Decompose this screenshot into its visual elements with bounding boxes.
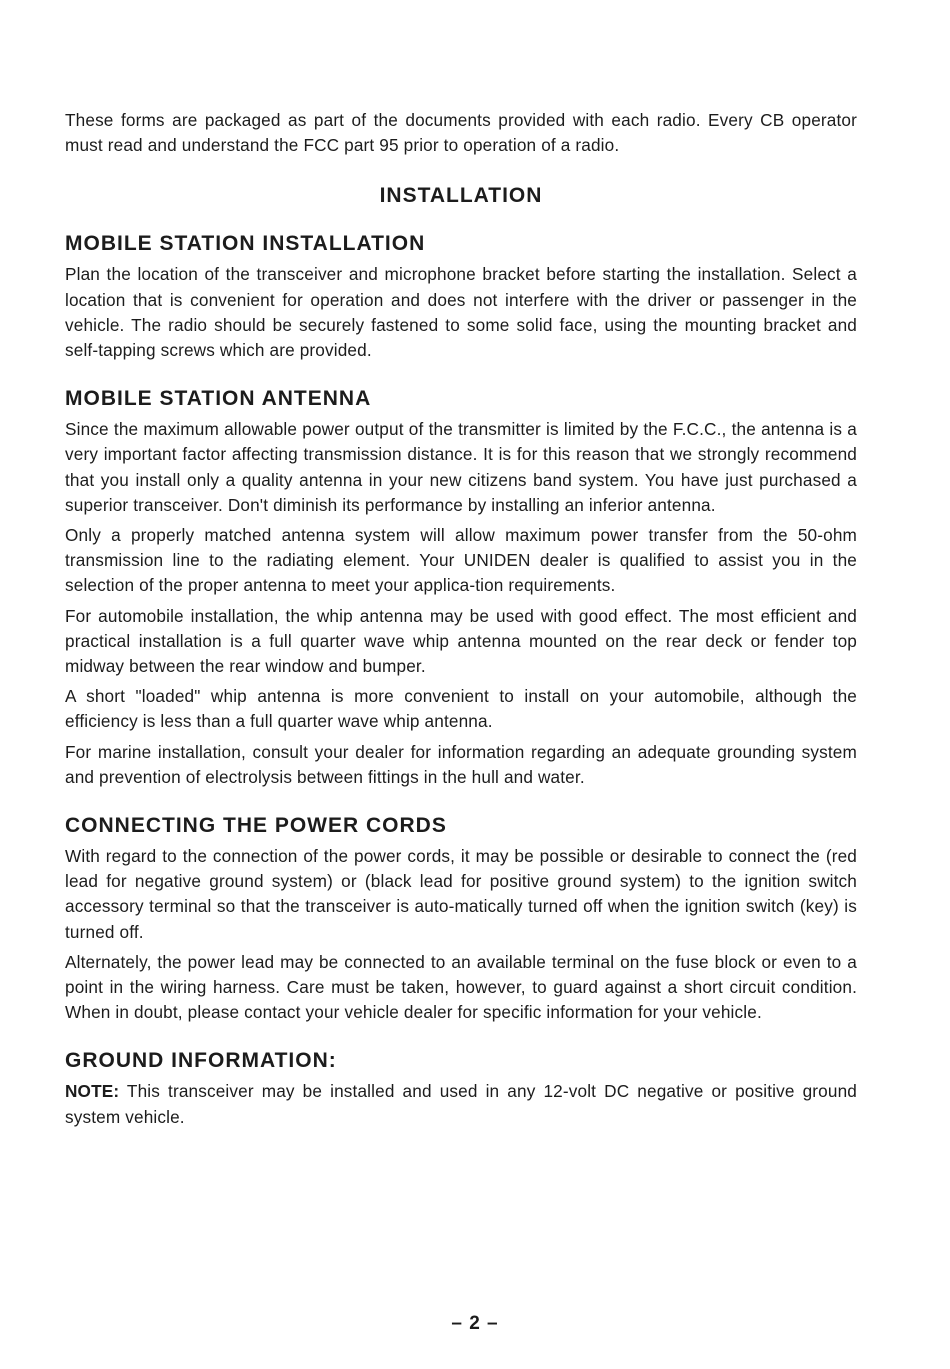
paragraph: For automobile installation, the whip antenna may be used with good effect. The most efficient and practical installation is a full quarter wave whip antenna mounted on the rear deck or fender top midway between the rear window and bumper. — [65, 605, 857, 677]
note-label: NOTE: — [65, 1081, 120, 1102]
paragraph: With regard to the connection of the power cords, it may be possible or desirable to connect the (red lead for negative ground system) or (black lead for positive ground system) to the ignition switch accessory terminal so that the transceiver is auto-matically turned off when the ignition switch (key) is turned off. — [65, 846, 857, 942]
paragraph: Since the maximum allowable power output of the transmitter is limited by the F.C.C., the antenna is a very important factor affecting transmission distance. It is for this reason that we strongly recommend that you install only a quality antenna in your new citizens band system. You have just purchased a superior transceiver. Don't diminish its performance by installing an inferior antenna. — [65, 419, 857, 515]
paragraph: Plan the location of the transceiver and microphone bracket before starting the installation. Select a location that is convenient for operation and does not interfere with the driver or passenger in the vehicle. The radio should be securely fastened to some solid face, using the mounting bracket and self-tapping screws which are provided. — [65, 264, 857, 361]
section-heading: CONNECTING THE POWER CORDS — [65, 814, 447, 838]
section-connecting-power-cords — [65, 812, 857, 1025]
section-mobile-station-antenna — [65, 385, 857, 790]
paragraph: Only a properly matched antenna system will allow maximum power transfer from the 50-ohm transmission line to the radiating element. Your UNIDEN dealer is qualified to assist you in the selection of the proper antenna to meet your applica-tion requirements. — [65, 525, 857, 596]
section-heading: MOBILE STATION INSTALLATION — [65, 232, 426, 256]
section-ground-information — [65, 1047, 857, 1129]
note-text: This transceiver may be installed and used in any 12-volt DC negative or positive ground system vehicle. — [65, 1081, 857, 1127]
paragraph: Alternately, the power lead may be connected to an available terminal on the fuse block or even to a point in the wiring harness. Care must be taken, however, to guard against a short circuit condition. When in doubt, please contact your vehicle dealer for specific information for your vehicle. — [65, 951, 857, 1023]
section-heading: GROUND INFORMATION: — [65, 1049, 337, 1073]
paragraph: A short "loaded" whip antenna is more convenient to install on your automobile, although the efficiency is less than a full quarter wave whip antenna. — [65, 686, 857, 732]
page-number: – 2 – — [451, 1313, 499, 1334]
section-mobile-station-installation — [65, 230, 857, 363]
section-heading: MOBILE STATION ANTENNA — [65, 387, 372, 411]
document-page — [65, 108, 857, 1152]
paragraph: For marine installation, consult your dealer for information regarding an adequate grounding system and prevention of electrolysis between fittings in the hull and water. — [65, 741, 857, 787]
page-title: INSTALLATION — [379, 184, 543, 208]
intro-paragraph: These forms are packaged as part of the documents provided with each radio. Every CB operator must read and understand the FCC part 95 prior to operation of a radio. — [65, 110, 857, 156]
note-paragraph — [65, 1079, 857, 1129]
